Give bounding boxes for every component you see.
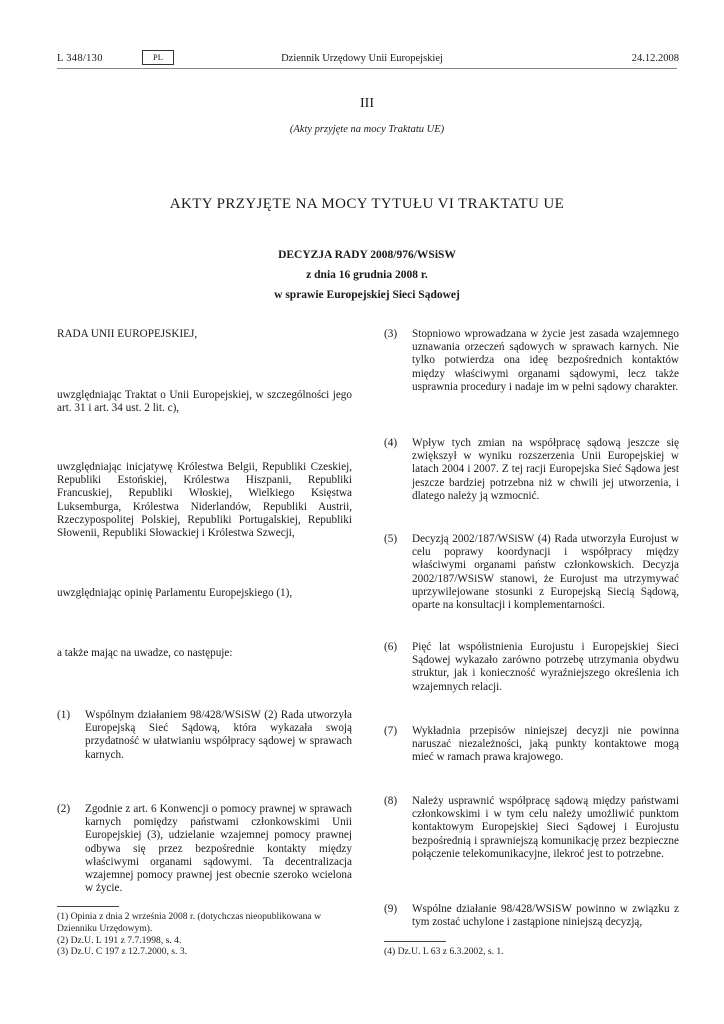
recital-text: Wpływ tych zmian na współpracę sądową jeszcze się zwiększył w wyniku rozszerzenia Unii Europejskiej w latach 2004 i 2007. Z tej racji Europejska Sieć Sądowa jest jeszcze bardziej potrzebna niż w chwili jej utworzenia, i dlatego należy ją wzmocnić. (412, 437, 679, 502)
recital-6 (384, 641, 679, 701)
recital-1 (57, 709, 352, 769)
recital-3 (384, 328, 679, 408)
recital-text: Stopniowo wprowadzana w życie jest zasada wzajemnego uznawania orzeczeń sądowych w sprawach karnych. Nie tylko potwierdza ona ideę bezpośrednich kontaktów między właściwymi organami sądowymi, lecz także usprawnia procedury i nadaje im w pełni sądowy charakter. (412, 328, 679, 393)
recital-number: (7) (384, 725, 398, 737)
header-divider (57, 68, 677, 69)
recital-5 (384, 533, 679, 613)
recital-text: Decyzją 2002/187/WSiSW (4) Rada utworzyła Eurojust w celu poprawy koordynacji i współpracy między właściwymi organami państw członkowskich. Decyzja 2002/187/WSiSW stanowi, że Eurojust ma utrzymywać uprzywilejowane stosunki z Europejską Siecią Sądową, oparte na konsultacji i komplementarności. (412, 533, 679, 612)
recital-text: Należy usprawnić współpracę sądową między państwami członkowskimi i w tym celu należy umożliwić punktom kontaktowym Europejskiej Sieci Sądowej i Eurojustu bezpośrednią i sprawniejszą komunikację przez bezpieczne połączenie telekomunikacyjne, ilekroć jest to potrzebne. (412, 795, 679, 860)
recital-2 (57, 803, 352, 898)
recital-number: (8) (384, 795, 398, 807)
recital-9 (384, 903, 679, 933)
recital-number: (1) (57, 709, 71, 721)
footnote-2: (2) Dz.U. L 191 z 7.7.1998, s. 4. (57, 935, 182, 946)
journal-title: Dziennik Urzędowy Unii Europejskiej (281, 53, 443, 64)
recital-text: Pięć lat współistnienia Eurojustu i Europejskiej Sieci Sądowej wykazało zarówno potrzebę utrzymania obydwu struktur, jak i konieczność wyraźniejszego określenia ich wzajemnych relacji. (412, 641, 679, 693)
recital-text: Wspólne działanie 98/428/WSiSW powinno w związku z tym zostać uchylone i zastąpione niniejszą decyzją, (412, 903, 679, 929)
recital-7 (384, 725, 679, 771)
recital-8 (384, 795, 679, 875)
recital-number: (6) (384, 641, 398, 653)
recital-4 (384, 437, 679, 507)
citation-treaty: uwzględniając Traktat o Unii Europejskiej, w szczególności jego art. 31 i art. 34 ust. 2 lit. c), (57, 389, 352, 415)
footnote-4: (4) Dz.U. L 63 z 6.3.2002, s. 1. (384, 946, 504, 957)
recital-number: (3) (384, 328, 398, 340)
decision-date: z dnia 16 grudnia 2008 r. (306, 269, 428, 281)
footnote-3: (3) Dz.U. C 197 z 12.7.2000, s. 3. (57, 946, 188, 957)
decision-title: DECYZJA RADY 2008/976/WSiSW (278, 249, 456, 261)
footnote-divider (57, 906, 119, 907)
citation-parliament-opinion: uwzględniając opinię Parlamentu Europejskiego (1), (57, 587, 293, 599)
page-reference: L 348/130 (57, 53, 103, 64)
footnote-1: (1) Opinia z dnia 2 września 2008 r. (dotychczas nieopublikowana w Dzienniku Urzędowym). (57, 911, 322, 934)
footnote-divider (384, 941, 446, 942)
part-number: III (360, 96, 374, 111)
part-subtitle: (Akty przyjęte na mocy Traktatu UE) (289, 124, 445, 135)
whereas-intro: a także mając na uwadze, co następuje: (57, 647, 233, 659)
decision-subject: w sprawie Europejskiej Sieci Sądowej (274, 289, 460, 301)
recital-number: (4) (384, 437, 398, 449)
publication-date: 24.12.2008 (631, 53, 679, 64)
recital-text: Zgodnie z art. 6 Konwencji o pomocy prawnej w sprawach karnych pomiędzy państwami członkowskimi Unii Europejskiej (3), udzielanie wzajemnej pomocy prawnej odbywa się przez bezpośrednie kontakty między właściwymi organami sądowymi. Ta decentralizacja wzajemnej pomocy prawnej jest obecnie szeroko wcielona w życie. (85, 803, 352, 895)
recital-number: (2) (57, 803, 71, 815)
recital-number: (9) (384, 903, 398, 915)
recital-text: Wspólnym działaniem 98/428/WSiSW (2) Rada utworzyła Europejską Sieć Sądową, która wykazała swoją przydatność w ułatwianiu współpracy sądowej w sprawach karnych. (85, 709, 352, 761)
council-name: RADA UNII EUROPEJSKIEJ, (57, 328, 198, 340)
recital-number: (5) (384, 533, 398, 545)
section-title: AKTY PRZYJĘTE NA MOCY TYTUŁU VI TRAKTATU UE (169, 196, 565, 212)
language-badge: PL (142, 50, 174, 65)
recital-text: Wykładnia przepisów niniejszej decyzji nie powinna naruszać niezależności, jaką punkty kontaktowe mogą mieć w ramach prawa krajowego. (412, 725, 679, 764)
citation-initiative: uwzględniając inicjatywę Królestwa Belgii, Republiki Czeskiej, Republiki Estońskiej, Królestwa Hiszpanii, Republiki Francuskiej, Republiki Włoskiej, Wielkiego Księstwa Luksemburga, Królestwa Niderlandów, Republiki Austrii, Rzeczypospolitej Polskiej, Republiki Portugalskiej, Republiki Słowenii, Republiki Słowackiej i Królestwa Szwecji, (57, 461, 352, 540)
